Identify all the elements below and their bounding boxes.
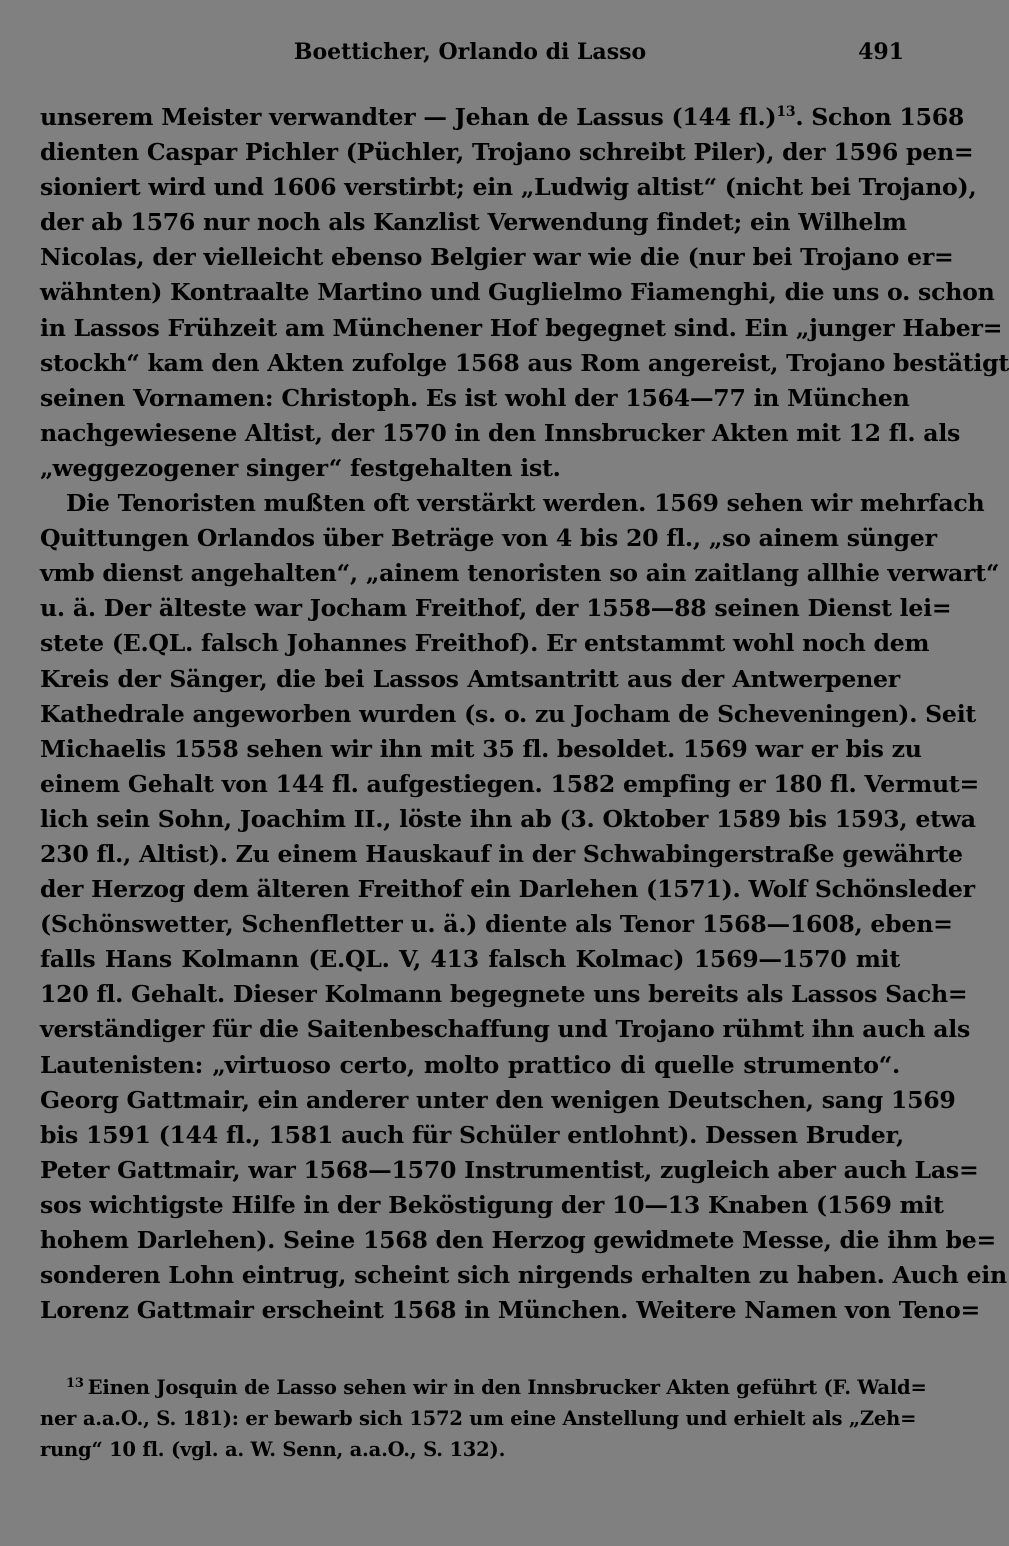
text-line-10: nachgewiesene Altist, der 1570 in den Innsbrucker Akten mit 12 fl. als xyxy=(40,418,961,447)
text-line-19: Michaelis 1558 sehen wir ihn mit 35 fl. besoldet. 1569 war er bis zu xyxy=(40,734,922,763)
footnote-marker: 13 xyxy=(66,1375,84,1391)
page-number: 491 xyxy=(858,39,904,65)
text-line-15: u. ä. Der älteste war Jocham Freithof, der 1558—88 seinen Dienst lei= xyxy=(40,594,952,623)
footnote-line-1-text: Einen Josquin de Lasso sehen wir in den Innsbrucker Akten geführt (F. Wald= xyxy=(87,1376,927,1399)
text-line-34: sonderen Lohn eintrug, scheint sich nirgends erhalten zu haben. Auch ein xyxy=(40,1261,1007,1290)
text-line-28: Lautenisten: „virtuoso certo, molto prattico di quelle strumento“. xyxy=(40,1050,900,1079)
text-line-13: Quittungen Orlandos über Beträge von 4 bis 20 fl., „so ainem sünger xyxy=(40,524,937,553)
text-line-24: (Schönswetter, Schenfletter u. ä.) diente als Tenor 1568—1608, eben= xyxy=(40,910,953,939)
text-line-2: dienten Caspar Pichler (Püchler, Trojano schreibt Piler), der 1596 pen= xyxy=(40,138,974,167)
footnotes xyxy=(40,1372,927,1465)
text-line-6: wähnten) Kontraalte Martino und Guglielmo Fiamenghi, die uns o. schon xyxy=(40,278,995,307)
body-text xyxy=(40,100,1009,1328)
text-line-7: in Lassos Frühzeit am Münchener Hof begegnet sind. Ein „junger Haber= xyxy=(40,313,1003,342)
text-line-30: bis 1591 (144 fl., 1581 auch für Schüler entlohnt). Dessen Bruder, xyxy=(40,1120,904,1149)
text-line-11: „weggezogener singer“ festgehalten ist. xyxy=(40,453,561,482)
text-line-32: sos wichtigste Hilfe in der Beköstigung der 10—13 Knaben (1569 mit xyxy=(40,1190,944,1219)
footnote-line-3: rung“ 10 fl. (vgl. a. W. Senn, a.a.O., S. 132). xyxy=(40,1438,506,1461)
text-line-1 xyxy=(40,100,965,135)
footnote-line-2: ner a.a.O., S. 181): er bewarb sich 1572 um eine Anstellung und erhielt als „Zeh= xyxy=(40,1407,917,1430)
text-line-21: lich sein Sohn, Joachim II., löste ihn ab (3. Oktober 1589 bis 1593, etwa xyxy=(40,804,976,833)
line-1-text: unserem Meister verwandter — Jehan de Lassus (144 fl.) xyxy=(40,103,777,131)
text-line-31: Peter Gattmair, war 1568—1570 Instrumentist, zugleich aber auch Las= xyxy=(40,1155,979,1184)
text-line-23: der Herzog dem älteren Freithof ein Darlehen (1571). Wolf Schönsleder xyxy=(40,875,975,904)
text-line-5: Nicolas, der vielleicht ebenso Belgier war wie die (nur bei Trojano er= xyxy=(40,243,954,272)
text-line-25: falls Hans Kolmann (E.QL. V, 413 falsch Kolmac) 1569—1570 mit xyxy=(40,945,900,974)
footnote-reference: 13 xyxy=(776,104,796,121)
running-title: Boetticher, Orlando di Lasso xyxy=(293,39,647,65)
text-line-20: einem Gehalt von 144 fl. aufgestiegen. 1582 empfing er 180 fl. Vermut= xyxy=(40,769,980,798)
text-line-9: seinen Vornamen: Christoph. Es ist wohl der 1564—77 in München xyxy=(40,383,910,412)
text-line-29: Georg Gattmair, ein anderer unter den wenigen Deutschen, sang 1569 xyxy=(40,1085,956,1114)
text-line-8: stockh“ kam den Akten zufolge 1568 aus Rom angereist, Trojano bestätigt xyxy=(40,348,1009,377)
text-line-14: vmb dienst angehalten“, „ainem tenoristen so ain zaitlang allhie verwart“ xyxy=(40,559,1000,588)
footnote-line-1 xyxy=(40,1372,927,1403)
text-line-18: Kathedrale angeworben wurden (s. o. zu Jocham de Scheveningen). Seit xyxy=(40,699,977,728)
text-line-35: Lorenz Gattmair erscheint 1568 in München. Weitere Namen von Teno= xyxy=(40,1296,981,1325)
line-1-tail: . Schon 1568 xyxy=(795,103,965,131)
text-line-26: 120 fl. Gehalt. Dieser Kolmann begegnete uns bereits als Lassos Sach= xyxy=(40,980,968,1009)
text-line-4: der ab 1576 nur noch als Kanzlist Verwendung findet; ein Wilhelm xyxy=(40,208,907,237)
running-head xyxy=(40,32,904,72)
text-line-22: 230 fl., Altist). Zu einem Hauskauf in der Schwabingerstraße gewährte xyxy=(40,839,963,868)
text-line-17: Kreis der Sänger, die bei Lassos Amtsantritt aus der Antwerpener xyxy=(40,664,900,693)
text-line-27: verständiger für die Saitenbeschaffung und Trojano rühmt ihn auch als xyxy=(40,1015,971,1044)
text-line-16: stete (E.QL. falsch Johannes Freithof). Er entstammt wohl noch dem xyxy=(40,629,930,658)
text-line-3: sioniert wird und 1606 verstirbt; ein „Ludwig altist“ (nicht bei Trojano), xyxy=(40,173,977,202)
text-line-12: Die Tenoristen mußten oft verstärkt werden. 1569 sehen wir mehrfach xyxy=(66,489,985,518)
text-line-33: hohem Darlehen). Seine 1568 den Herzog gewidmete Messe, die ihm be= xyxy=(40,1226,997,1254)
